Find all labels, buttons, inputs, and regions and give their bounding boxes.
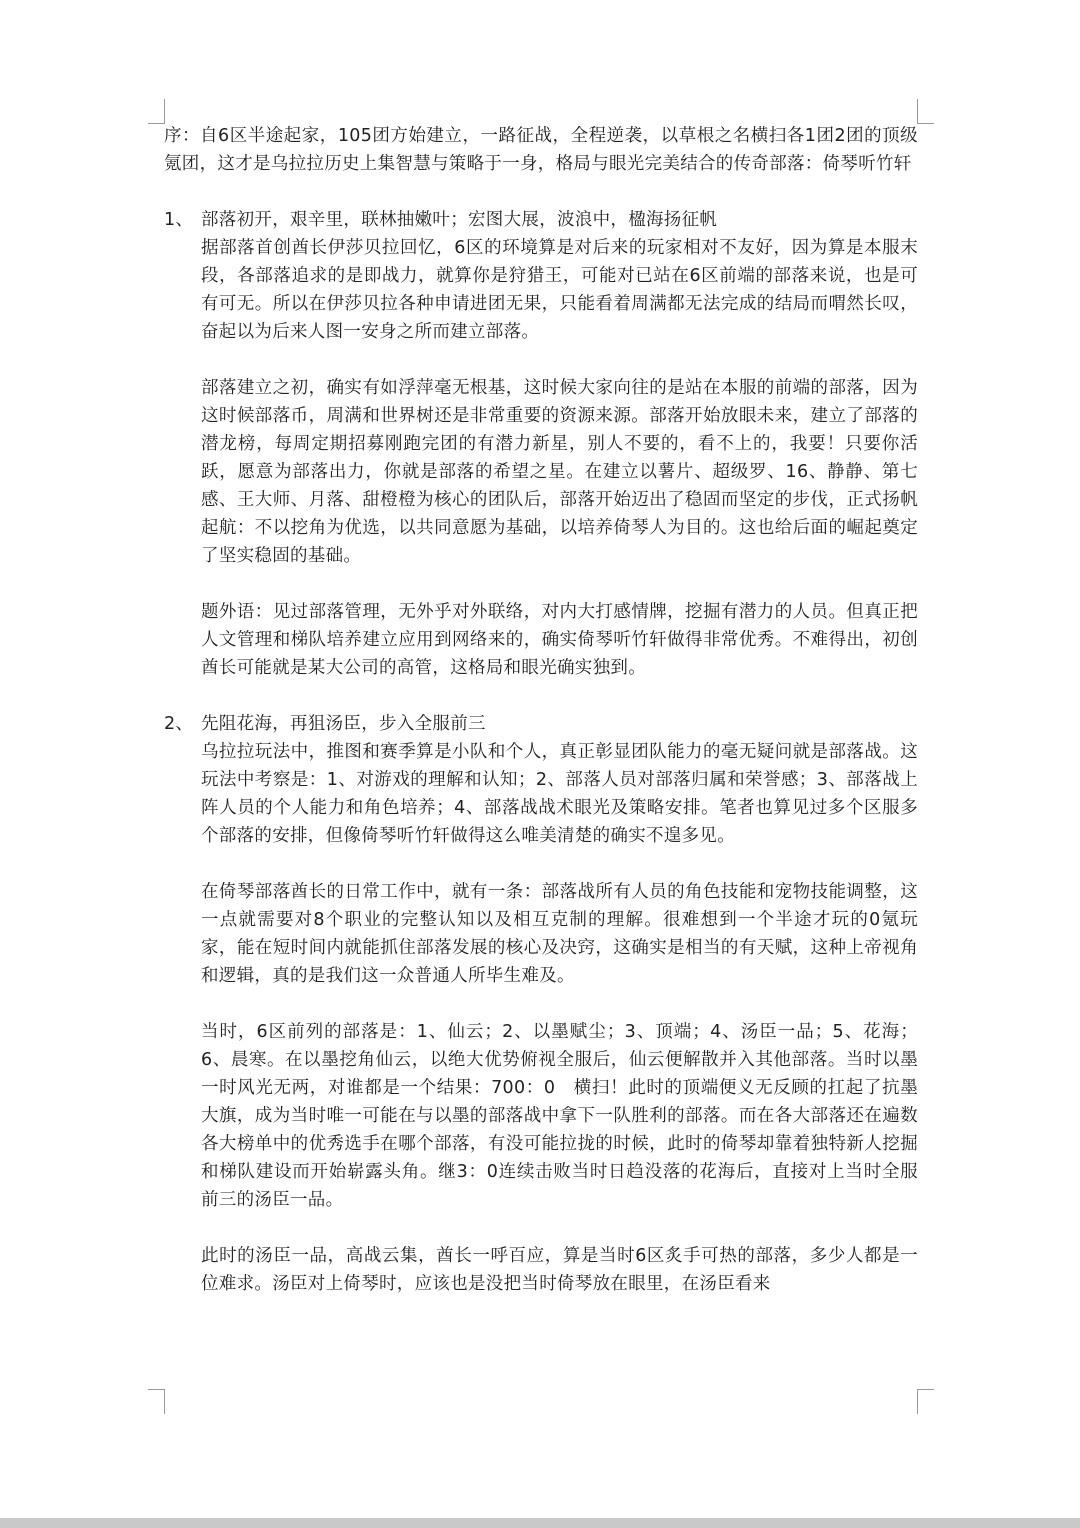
page-corner-mark-top-right bbox=[917, 99, 934, 124]
section-2-paragraph-3: 当时，6区前列的部落是：1、仙云；2、以墨赋尘；3、顶端；4、汤臣一品；5、花海；6、晨寒。在以墨挖角仙云，以绝大优势俯视全服后，仙云便解散并入其他部落。当时以墨一时风光无两，对谁都是一个结果：700：0 横扫！此时的顶端便义无反顾的扛起了抗墨大旗，成为当时唯一可能在与以墨的部落战中拿下一队胜利的部落。而在各大部落还在遍数各大榜单中的优秀选手在哪个部落，有没可能拉拢的时候，此时的倚琴却靠着独特新人挖掘和梯队建设而开始崭露头角。继3：0连续击败当时日趋没落的花海后，直接对上当时全服前三的汤臣一品。 bbox=[201, 1022, 918, 1210]
section-1-paragraph-2: 部落建立之初，确实有如浮萍毫无根基，这时候大家向往的是站在本服的前端的部落，因为这时候部落币，周满和世界树还是非常重要的资源来源。部落开始放眼未来，建立了部落的潜龙榜，每周定期招募刚跑完团的有潜力新星，别人不要的，看不上的，我要！只要你活跃，愿意为部落出力，你就是部落的希望之星。在建立以薯片、超级罗、16、静静、第七感、王大师、月落、甜橙橙为核心的团队后，部落开始迈出了稳固而坚定的步伐，正式扬帆起航：不以挖角为优选，以共同意愿为基础，以培养倚琴人为目的。这也给后面的崛起奠定了坚实稳固的基础。 bbox=[201, 378, 918, 566]
preface-paragraph: 序：自6区半途起家，105团方始建立，一路征战，全程逆袭，以草根之名横扫各1团2团的顶级氪团，这才是乌拉拉历史上集智慧与策略于一身，格局与眼光完美结合的传奇部落：倚琴听竹轩 bbox=[164, 126, 918, 174]
viewer-bottom-bar bbox=[0, 1518, 1080, 1528]
section-1-paragraph-1: 据部落首创酋长伊莎贝拉回忆，6区的环境算是对后来的玩家相对不友好，因为算是本服末段，各部落追求的是即战力，就算你是狩猎王，可能对已站在6区前端的部落来说，也是可有可无。所以在伊莎贝拉各种申请进团无果，只能看着周满都无法完成的结局而喟然长叹，奋起以为后来人图一安身之所而建立部落。 bbox=[201, 238, 918, 342]
section-2-title: 先阻花海，再狙汤臣，步入全服前三 bbox=[201, 714, 486, 734]
section-2-paragraph-1: 乌拉拉玩法中，推图和赛季算是小队和个人，真正彰显团队能力的毫无疑问就是部落战。这玩法中考察是：1、对游戏的理解和认知；2、部落人员对部落归属和荣誉感；3、部落战上阵人员的个人能力和角色培养；4、部落战战术眼光及策略安排。笔者也算见过多个区服多个部落的安排，但像倚琴听竹轩做得这么唯美清楚的确实不遑多见。 bbox=[201, 742, 918, 846]
section-2-heading bbox=[164, 710, 918, 738]
page-corner-mark-top-left bbox=[148, 99, 165, 124]
section-2-paragraph-2: 在倚琴部落酋长的日常工作中，就有一条：部落战所有人员的角色技能和宠物技能调整，这一点就需要对8个职业的完整认知以及相互克制的理解。很难想到一个半途才玩的0氪玩家，能在短时间内就能抓住部落发展的核心及决窍，这确实是相当的有天赋，这种上帝视角和逻辑，真的是我们这一众普通人所毕生难及。 bbox=[201, 882, 918, 986]
document-body bbox=[164, 122, 918, 1372]
page-corner-mark-bottom-right bbox=[917, 1389, 934, 1414]
section-1-number: 1、 bbox=[164, 210, 194, 230]
section-1-title: 部落初开，艰辛里，联林抽嫩叶；宏图大展，波浪中，楹海扬征帆 bbox=[201, 210, 718, 230]
section-2-number: 2、 bbox=[164, 714, 194, 734]
page-corner-mark-bottom-left bbox=[148, 1389, 165, 1414]
section-1-paragraph-3: 题外语：见过部落管理，无外乎对外联络，对内大打感情牌，挖掘有潜力的人员。但真正把人文管理和梯队培养建立应用到网络来的，确实倚琴听竹轩做得非常优秀。不难得出，初创酋长可能就是某大公司的高管，这格局和眼光确实独到。 bbox=[201, 602, 918, 678]
section-2-paragraph-4: 此时的汤臣一品，高战云集，酋长一呼百应，算是当时6区炙手可热的部落，多少人都是一位难求。汤臣对上倚琴时，应该也是没把当时倚琴放在眼里，在汤臣看来 bbox=[201, 1246, 918, 1294]
section-1-heading bbox=[164, 206, 918, 234]
